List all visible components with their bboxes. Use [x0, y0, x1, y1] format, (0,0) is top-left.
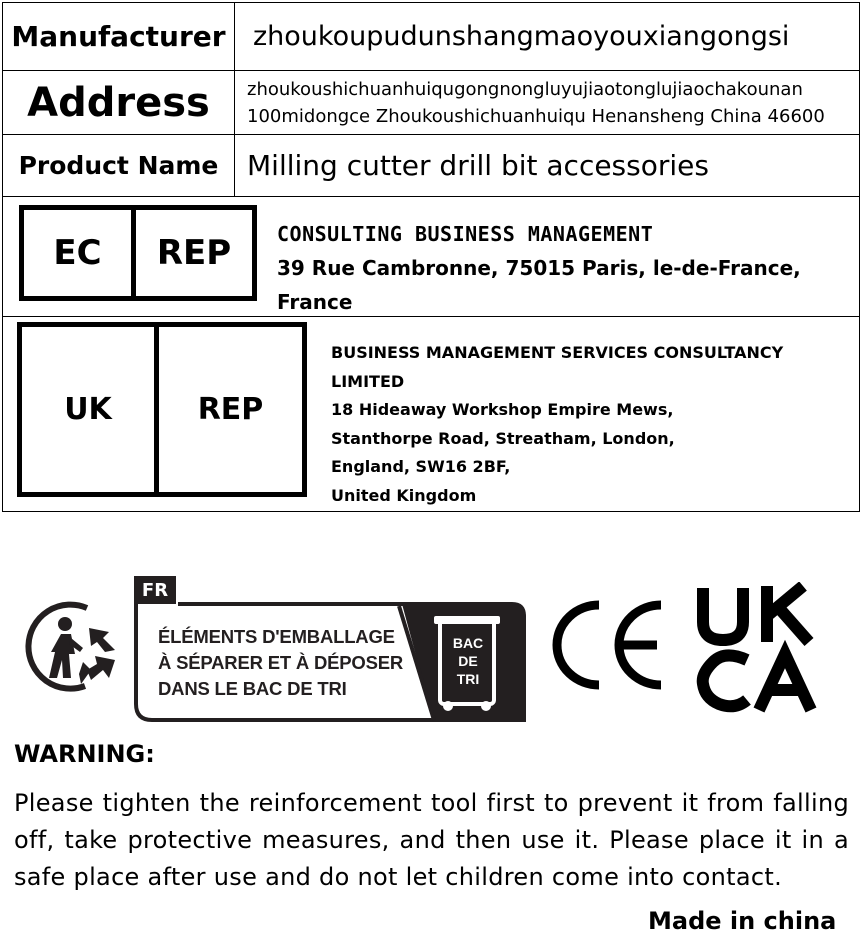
- triman-bin-label: [446, 634, 490, 688]
- uk-rep-symbol-rep: REP: [197, 392, 264, 427]
- warning-text: Please tighten the reinforcement tool first to prevent it from falling off, take protective measures, and then use it. Please place it in a safe place after use and do not let children come into contact.: [14, 789, 849, 891]
- address-label: Address: [3, 71, 235, 134]
- triman-instructions: [158, 624, 403, 702]
- uk-rep-company: BUSINESS MANAGEMENT SERVICES CONSULTANCY LIMITED: [331, 343, 784, 391]
- bin-line: BAC: [452, 635, 484, 651]
- product-name-label: Product Name: [3, 135, 235, 196]
- uk-rep-address-line: 18 Hideaway Workshop Empire Mews,: [331, 400, 674, 419]
- product-name-value: Milling cutter drill bit accessories: [247, 149, 709, 182]
- triman-recycle-icon: [25, 598, 123, 694]
- uk-rep-symbol-uk: UK: [22, 327, 159, 492]
- ec-rep-symbol: [19, 205, 257, 301]
- product-info-table: [2, 2, 860, 512]
- uk-rep-address-line: Stanthorpe Road, Streatham, London,: [331, 428, 675, 448]
- manufacturer-value: zhoukoupudunshangmaoyouxiangongsi: [253, 21, 790, 52]
- address-line-2: 100midongce Zhoukoushichuanhuiqu Henansheng China 46600: [247, 105, 825, 127]
- triman-line: À SÉPARER ET À DÉPOSER: [158, 652, 404, 673]
- ec-rep-symbol-rep: REP: [156, 233, 232, 273]
- warning-title: WARNING:: [14, 740, 155, 768]
- ec-rep-company: CONSULTING BUSINESS MANAGEMENT: [277, 222, 654, 246]
- ec-rep-symbol-ec: EC: [24, 210, 136, 296]
- product-name-row: [3, 135, 859, 197]
- manufacturer-label: Manufacturer: [3, 3, 235, 70]
- uk-rep-details: [331, 339, 859, 510]
- ec-rep-address: 39 Rue Cambronne, 75015 Paris, le-de-France, France: [277, 256, 801, 314]
- address-row: [3, 71, 859, 135]
- ec-rep-details: [277, 217, 859, 319]
- ce-mark-icon: [545, 597, 667, 693]
- bin-line: TRI: [456, 671, 480, 687]
- ukca-mark-icon: [695, 582, 821, 714]
- bin-line: DE: [458, 653, 478, 669]
- triman-line: ÉLÉMENTS D'EMBALLAGE: [158, 626, 395, 647]
- made-in-label: Made in china: [648, 907, 837, 935]
- triman-line: DANS LE BAC DE TRI: [158, 678, 347, 699]
- address-line-1: zhoukoushichuanhuiqugongnongluyujiaotonglujiaochakounan: [247, 78, 803, 100]
- uk-rep-country: United Kingdom: [331, 485, 477, 505]
- manufacturer-row: [3, 3, 859, 71]
- uk-rep-symbol: [17, 322, 307, 497]
- uk-rep-address-line: England, SW16 2BF,: [331, 457, 511, 476]
- triman-fr-tab: FR: [134, 576, 176, 604]
- uk-rep-row: [3, 317, 859, 511]
- address-value: [235, 71, 859, 134]
- ec-rep-row: [3, 197, 859, 317]
